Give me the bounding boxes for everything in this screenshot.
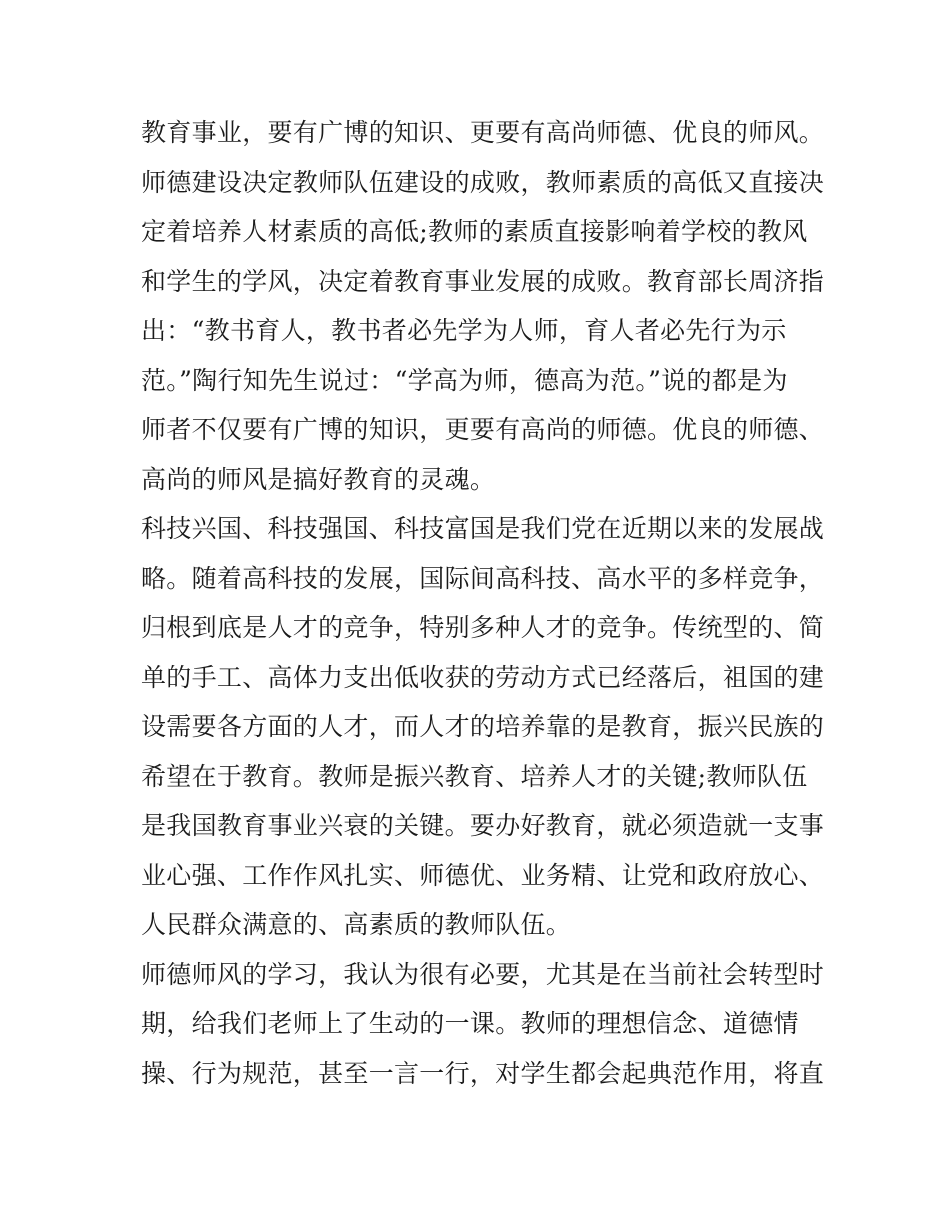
text-line: 师德师风的学习，我认为很有必要，尤其是在当前社会转型时 [141, 959, 825, 989]
text-line: 业心强、工作作风扎实、师德优、业务精、让党和政府放心、 [141, 860, 825, 890]
text-line: 归根到底是人才的竞争，特别多种人才的竞争。传统型的、简 [141, 613, 825, 642]
text-line: 希望在于教育。教师是振兴教育、培养人才的关键;教师队伍 [141, 761, 808, 791]
text-line: 高尚的师风是搞好教育的灵魂。 [141, 464, 496, 494]
text-line: 略。随着高科技的发展，国际间高科技、高水平的多样竞争， [141, 563, 825, 593]
text-line: 师德建设决定教师队伍建设的成败，教师素质的高低又直接决 [141, 167, 825, 197]
text-line: 教育事业，要有广博的知识、更要有高尚师德、优良的师风。 [141, 118, 825, 147]
text-line: 出：“教书育人，教书者必先学为人师，育人者必先行为示 [141, 316, 787, 345]
document-body [141, 108, 825, 1098]
text-line: 定着培养人材素质的高低;教师的素质直接影响着学校的教风 [141, 217, 808, 246]
text-line: 期，给我们老师上了生动的一课。教师的理想信念、道德情 [141, 1009, 799, 1038]
text-line: 操、行为规范，甚至一言一行，对学生都会起典范作用，将直 [141, 1058, 825, 1088]
text-line: 科技兴国、科技强国、科技富国是我们党在近期以来的发展战 [141, 514, 825, 543]
text-line: 范。”陶行知先生说过：“学高为师，德高为范。”说的都是为 [141, 365, 788, 395]
text-line: 设需要各方面的人才，而人才的培养靠的是教育，振兴民族的 [141, 712, 825, 741]
text-line: 师者不仅要有广博的知识，更要有高尚的师德。优良的师德、 [141, 415, 825, 444]
text-line: 单的手工、高体力支出低收获的劳动方式已经落后，祖国的建 [141, 662, 825, 692]
text-line: 和学生的学风，决定着教育事业发展的成败。教育部长周济指 [141, 266, 825, 296]
text-line: 是我国教育事业兴衰的关键。要办好教育，就必须造就一支事 [141, 811, 825, 840]
text-line: 人民群众满意的、高素质的教师队伍。 [141, 910, 572, 939]
